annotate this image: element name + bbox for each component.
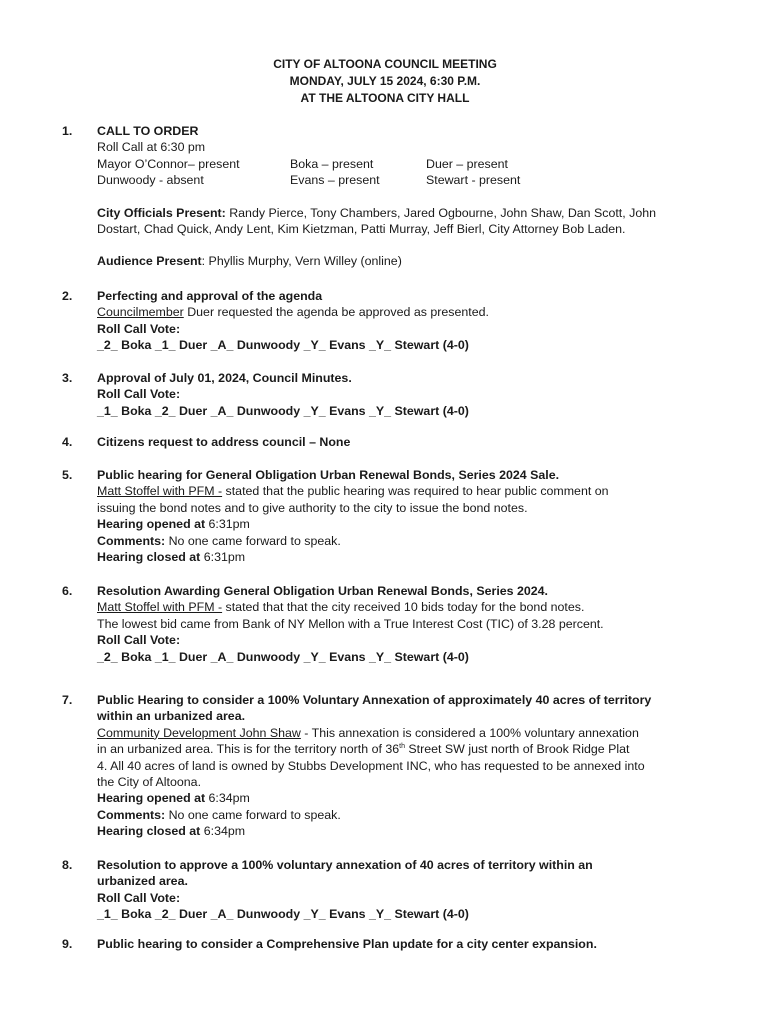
comments-label: Comments: [97, 807, 166, 822]
item-number: 2. [62, 289, 73, 303]
audience-label: Audience Present [97, 254, 202, 269]
item-number: 5. [62, 468, 73, 482]
comments-text: No one came forward to speak. [165, 533, 341, 548]
item-number: 7. [62, 693, 73, 707]
header-location: AT THE ALTOONA CITY HALL [300, 91, 470, 105]
item-title-2: urbanized area. [97, 874, 188, 889]
speaker-name: Community Development John Shaw [97, 725, 301, 740]
officials-list-1: Randy Pierce, Tony Chambers, Jared Ogbourne, John Shaw, Dan Scott, John [225, 205, 657, 220]
ordinal-suffix: th [399, 743, 405, 751]
comments-text: No one came forward to speak. [165, 807, 341, 822]
hearing-opened [97, 790, 717, 806]
attendance-cell: Evans – present [290, 173, 380, 188]
header-date: MONDAY, JULY 15 2024, 6:30 P.M. [289, 74, 481, 88]
document-header [0, 56, 770, 107]
item-number: 1. [62, 124, 73, 138]
statement-fragment: Street SW just north of Brook Ridge Plat [404, 742, 630, 757]
attendance-row [97, 156, 717, 172]
statement-text: - This annexation is considered a 100% voluntary annexation [300, 725, 639, 740]
hearing-opened-label: Hearing opened at [97, 517, 206, 532]
vote-result: _1_ Boka _2_ Duer _A_ Dunwoody _Y_ Evans _Y_ Stewart (4-0) [97, 907, 469, 922]
officials-present [97, 205, 717, 221]
vote-label: Roll Call Vote: [97, 387, 181, 402]
vote-label: Roll Call Vote: [97, 633, 181, 648]
hearing-opened-label: Hearing opened at [97, 791, 206, 806]
item-statement [97, 483, 717, 499]
statement-text-3: 4. All 40 acres of land is owned by Stubbs Development INC, who has requested to be annexed into [97, 758, 645, 773]
item-number: 4. [62, 435, 73, 449]
hearing-comments [97, 533, 717, 549]
attendance-row [97, 172, 717, 188]
attendance-cell: Stewart - present [426, 173, 521, 188]
hearing-opened-time: 6:31pm [205, 517, 250, 532]
hearing-closed-label: Hearing closed at [97, 550, 201, 565]
statement-fragment: in an urbanized area. This is for the territory north of 36 [97, 742, 400, 757]
item-title: Public Hearing to consider a 100% Voluntary Annexation of approximately 40 acres of territory [97, 693, 652, 707]
vote-label: Roll Call Vote: [97, 890, 181, 905]
item-number: 9. [62, 937, 73, 951]
speaker-name: Councilmember [97, 305, 184, 320]
roll-call-time: Roll Call at 6:30 pm [97, 140, 206, 155]
attendance-cell: Duer – present [426, 156, 508, 171]
item-title: Resolution to approve a 100% voluntary annexation of 40 acres of territory within an [97, 858, 593, 872]
item-title: Resolution Awarding General Obligation Urban Renewal Bonds, Series 2024. [97, 584, 548, 598]
item-statement [97, 725, 717, 741]
vote-result: _1_ Boka _2_ Duer _A_ Dunwoody _Y_ Evans _Y_ Stewart (4-0) [97, 403, 469, 418]
header-title: CITY OF ALTOONA COUNCIL MEETING [273, 57, 497, 71]
item-title: CALL TO ORDER [97, 124, 199, 138]
officials-label: City Officials Present: [97, 205, 226, 220]
statement-text-2: issuing the bond notes and to give authority to the city to issue the bond notes. [97, 500, 528, 515]
hearing-closed-time: 6:34pm [200, 824, 246, 839]
item-number: 3. [62, 371, 73, 385]
item-title: Public hearing for General Obligation Urban Renewal Bonds, Series 2024 Sale. [97, 468, 560, 482]
attendance-cell: Mayor O’Connor– present [97, 156, 240, 171]
comments-label: Comments: [97, 533, 166, 548]
item-number: 6. [62, 584, 73, 598]
officials-list-2: Dostart, Chad Quick, Andy Lent, Kim Kietzman, Patti Murray, Jeff Bierl, City Attorney Bob Laden. [97, 222, 626, 236]
item-title: Citizens request to address council – None [97, 435, 351, 449]
statement-text: stated that the public hearing was required to hear public comment on [222, 484, 609, 499]
speaker-name: Matt Stoffel with PFM - [97, 484, 223, 499]
vote-label: Roll Call Vote: [97, 321, 181, 336]
item-number: 8. [62, 858, 73, 872]
hearing-opened [97, 516, 717, 532]
attendance-cell: Boka – present [290, 156, 374, 171]
item-title: Perfecting and approval of the agenda [97, 289, 323, 303]
attendance-cell: Dunwoody - absent [97, 173, 204, 188]
vote-result: _2_ Boka _1_ Duer _A_ Dunwoody _Y_ Evans _Y_ Stewart (4-0) [97, 649, 469, 664]
audience-present [97, 253, 717, 269]
hearing-closed-label: Hearing closed at [97, 824, 201, 839]
item-title-2: within an urbanized area. [97, 709, 246, 724]
item-title: Public hearing to consider a Comprehensive Plan update for a city center expansion. [97, 937, 597, 951]
statement-text-4: the City of Altoona. [97, 775, 202, 790]
statement-text-2 [97, 741, 717, 757]
hearing-closed [97, 549, 717, 565]
item-statement [97, 304, 717, 320]
hearing-closed [97, 823, 717, 839]
item-statement [97, 599, 717, 615]
speaker-name: Matt Stoffel with PFM - [97, 600, 223, 615]
statement-text-2: The lowest bid came from Bank of NY Mellon with a True Interest Cost (TIC) of 3.28 percent. [97, 616, 604, 631]
statement-text: stated that that the city received 10 bids today for the bond notes. [222, 600, 585, 615]
hearing-comments [97, 807, 717, 823]
statement-text: Duer requested the agenda be approved as presented. [183, 305, 489, 320]
item-title: Approval of July 01, 2024, Council Minutes. [97, 371, 352, 385]
audience-list: : Phyllis Murphy, Vern Willey (online) [201, 254, 402, 269]
vote-result: _2_ Boka _1_ Duer _A_ Dunwoody _Y_ Evans _Y_ Stewart (4-0) [97, 338, 469, 353]
hearing-closed-time: 6:31pm [200, 550, 246, 565]
hearing-opened-time: 6:34pm [205, 791, 250, 806]
